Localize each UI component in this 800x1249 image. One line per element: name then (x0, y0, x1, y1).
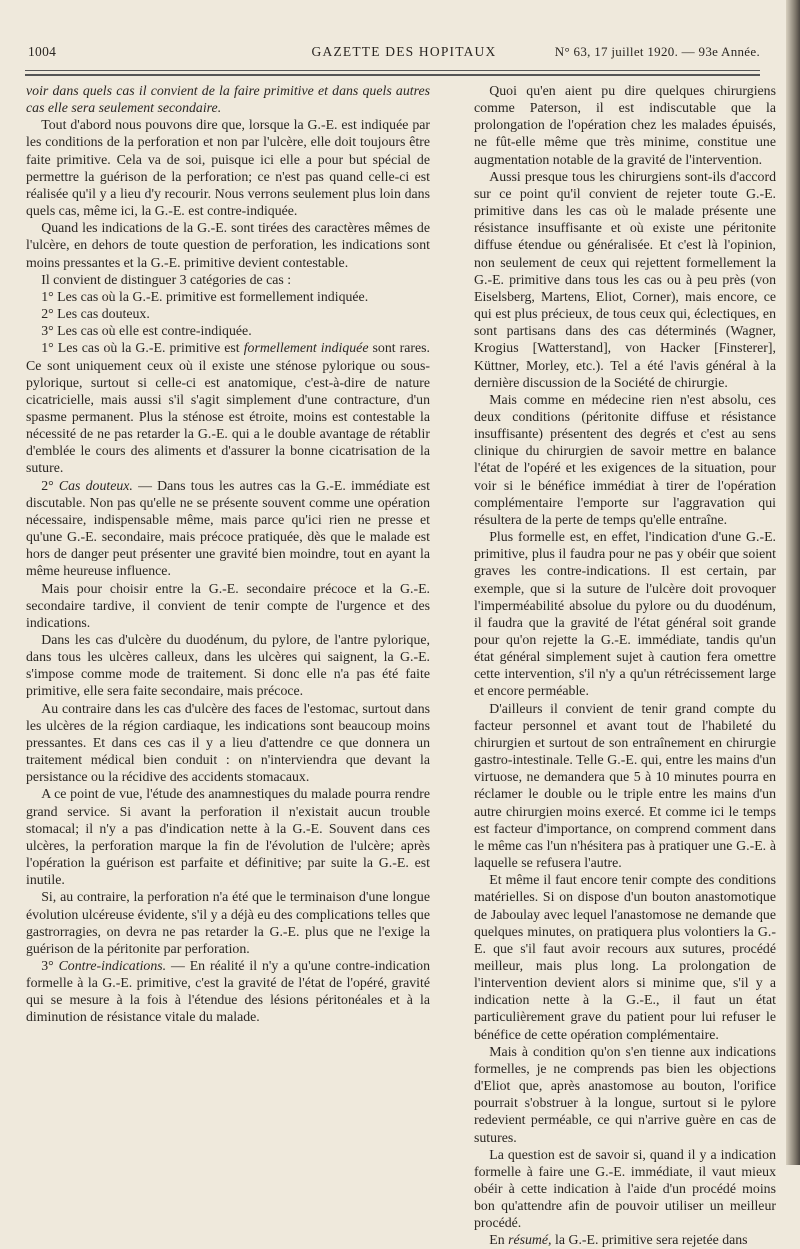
journal-title: GAZETTE DES HOPITAUX (311, 44, 497, 59)
paragraph: 1° Les cas où la G.-E. primitive est formellement indiquée. (41, 288, 369, 304)
page-number: 1004 (28, 44, 57, 59)
paragraph: Mais comme en médecine rien n'est absolu, ces deux conditions (péritonite diffuse et résistance insuffisante) présentent des degrés et c'est au sens clinique du chirurgien de savoir mettre en balance l'état de l'opéré et les exigences de la situation, pour voir si le bénéfice immédiat à tirer de l'opération complémentaire l'emporte sur l'aggravation qui résultera de la perte de temps qu'elle entraîne. (474, 391, 776, 527)
paragraph-text: En (489, 1232, 509, 1248)
paragraph: 3° Les cas où elle est contre-indiquée. (41, 323, 252, 339)
paragraph: Plus formelle est, en effet, l'indication d'une G.-E. primitive, plus il faudra pour ne pas y obéir que soient graves les contre-indications. Il est certain, par exemple, que si la suture de l'ulcère doit provoquer l'imperméabilité absolue du pylore ou du duodénum, il faudra que la gravité de l'état général soit grande pour qu'on rejette la G.-E. immédiate, tandis qu'un état général simplement sujet à caution fera omettre cette intervention, s'il n'y a qu'un rétrécissement large et encore perméable. (474, 529, 776, 699)
paragraph: 2° Les cas douteux. (41, 306, 150, 322)
paragraph-text: 3° (41, 957, 59, 973)
paragraph: Il convient de distinguer 3 catégories de cas : (41, 271, 292, 287)
paragraph: Au contraire dans les cas d'ulcère des faces de l'estomac, surtout dans les ulcères de la région cardiaque, les indications sont beaucoup moins pressantes. Et dans ces cas il y a lieu d'attendre ce que donnera un traitement médical bien conduit : on n'interviendra que devant la persistance ou la récidive des accidents stomacaux. (26, 700, 430, 785)
paragraph: Mais à condition qu'on s'en tienne aux indications formelles, je ne comprends pas bien les objections d'Eliot que, après anastomose au bouton, l'orifice pourrait s'obstruer à la longue, surtout si le pylore redevient perméable, ce qui n'arrive guère en cas de sutures. (474, 1043, 776, 1145)
paragraph-text: sont rares. Ce sont uniquement ceux où il existe une sténose pylorique ou sous-pylorique, surtout si celle-ci est anatomique, c'est-à-dire de nature cicatricielle, mais aussi s'il s'agit simplement d'une contracture, d'un spasme permanent. Plus la sténose est étroite, moins est contestable la nécessité de ne pas retarder la G.-E. qui a le double avantage de rétablir d'emblée le cours des aliments et d'assurer la bonne cicatrisation de la suture. (26, 340, 430, 476)
paragraph (26, 82, 430, 116)
paragraph-text: 1° Les cas où la G.-E. primitive est (41, 340, 244, 356)
italic-text: formellement indiquée (243, 340, 369, 356)
paragraph: La question est de savoir si, quand il y a indication formelle à faire une G.-E. immédiate, il vaut mieux obéir à cette indication à l'aide d'un procédé moins bon qu'attendre afin de pouvoir utiliser un meilleur procédé. (474, 1146, 776, 1231)
paragraph: D'ailleurs il convient de tenir grand compte du facteur personnel et avant tout de l'habileté du chirurgien et surtout de son entraînement en chirurgie gastro-intestinale. Telle G.-E. qui, entre les mains d'un virtuose, ne demandera que 5 à 10 minutes pourra en réclamer le double ou le triple entre les mains d'un autre chirurgien moins exercé. Et comme ici le temps est facteur d'importance, on comprend comment dans le même cas l'un n'hésitera pas à pratiquer une G.-E. à laquelle se refusera l'autre. (474, 700, 776, 871)
paragraph (474, 1231, 776, 1248)
italic-text: voir dans quels cas il convient de la faire primitive et dans quels autres cas elle sera seulement secondaire. (26, 83, 430, 116)
paragraph: Aussi presque tous les chirurgiens sont-ils d'accord sur ce point qu'il convient de rejeter toute G.-E. primitive dans les cas où le malade présente une résistance insuffisante et où existe une péritonite diffuse étendue ou généralisée. Et c'est là l'opinion, non seulement de ceux qui rejettent formellement la G.-E. primitive dans tous les cas ou à peu près (von Eiselsberg, Martens, Eliot, Corner), mais encore, ce qui est plus précieux, de tous ceux qui, éclectiques, en sont partisans dans des cas déterminés (Wagner, Krogius [Watterstand], von Hacker [Finsterer], Küttner, Morley, etc.). Tel a été l'avis général à la dernière discussion de la Société de chirurgie. (474, 168, 776, 390)
left-column (26, 82, 430, 1157)
paragraph: A ce point de vue, l'étude des anamnestiques du malade pourra rendre grand service. Si avant la perforation il n'existait aucun trouble stomacal; il n'y a pas d'indication nette à la G.-E. Souvent dans ces ulcères, la perforation marque la fin de l'évolution de l'ulcère; après l'opération la guérison est parfaite et définitive; par suite la G.-E. est inutile. (26, 786, 430, 888)
header-rule-thick (25, 74, 760, 76)
paragraph: Quand les indications de la G.-E. sont tirées des caractères mêmes de l'ulcère, en dehors de toute question de perforation, les indications sont moins pressantes et la G.-E. primitive devient contestable. (26, 220, 430, 270)
paragraph: Et même il faut encore tenir compte des conditions matérielles. Si on dispose d'un bouton anastomotique de Jaboulay avec lequel l'anastomose ne demande que quelques minutes, on pratiquera plus volontiers la G.-E. que s'il faut avoir recours aux sutures, procédé meilleur, mais plus long. La prolongation de l'intervention devient alors si minime que, s'il y a indication nette à la G.-E., il faut un état particulièrement grave du patient pour lui refuser le bénéfice de cette opération complémentaire. (474, 872, 776, 1042)
italic-text: Contre-indications. (58, 957, 167, 973)
paragraph (26, 339, 430, 476)
issue-info: N° 63, 17 juillet 1920. — 93e Année. (554, 44, 760, 59)
paragraph: Quoi qu'en aient pu dire quelques chirurgiens comme Paterson, il est indiscutable que la prolongation de l'opération chez les malades épuisés, ne fût-elle même que très minime, constitue une augmentation notable de la gravité de l'intervention. (474, 83, 776, 167)
paragraph: Mais pour choisir entre la G.-E. secondaire précoce et la G.-E. secondaire tardive, il convient de tenir compte de l'urgence et des indications. (26, 580, 430, 630)
page-header (28, 38, 780, 64)
paragraph-text: — Dans tous les autres cas la G.-E. immédiate est discutable. Non pas qu'elle ne se présente souvent comme une opération nécessaire, indispensable même, mais parce qu'ici rien ne presse et qu'une G.-E. secondaire, mais précoce pratiquée, dès que le malade est hors de danger peut présenter une gravité bien moindre, tout en ayant la même heureuse influence. (26, 477, 430, 579)
paragraph (26, 957, 430, 1026)
header-rule (25, 70, 760, 71)
right-column (474, 82, 776, 1248)
paragraph: Si, au contraire, la perforation n'a été que le terminaison d'une longue évolution ulcéreuse évidente, s'il y a déjà eu des complications telles que gastrorragies, on devra ne pas retarder la G.-E. plus que ne l'exige la guérison de la péritonite par perforation. (26, 889, 430, 956)
paragraph-text: — En réalité il n'y a qu'une contre-indication formelle à la G.-E. primitive, c'est la gravité de l'état de l'opéré, gravité qui se mesure à la fois à l'étendue des lésions péritonéales et à la diminution de résistance vitale du malade. (26, 957, 430, 1025)
paragraph-text: la G.-E. primitive sera rejetée dans (551, 1232, 748, 1248)
page-binding-edge (786, 0, 800, 1165)
paragraph: Tout d'abord nous pouvons dire que, lorsque la G.-E. est indiquée par les conditions de la perforation et non par l'ulcère, elle doit toujours être faite primitive. Cela va de soi, puisque ici elle a pour but spécial de permettre la guérison de la perforation; ce n'est pas quand celle-ci est réalisée qu'il y a lieu d'y recourir. Nous verrons seulement plus loin dans quels cas, même ici, la G.-E. est contre-indiquée. (26, 117, 430, 219)
paragraph-text: 2° (41, 477, 59, 493)
paragraph: Dans les cas d'ulcère du duodénum, du pylore, de l'antre pylorique, dans tous les ulcères calleux, dans les ulcères qui saignent, la G.-E. s'impose comme mode de traitement. Si donc elle n'a pas été faite primitive, elle sera faite secondaire, mais précoce. (26, 632, 430, 699)
paragraph (26, 477, 430, 580)
italic-text: Cas douteux. (58, 477, 133, 493)
italic-text: résumé, (508, 1232, 552, 1248)
